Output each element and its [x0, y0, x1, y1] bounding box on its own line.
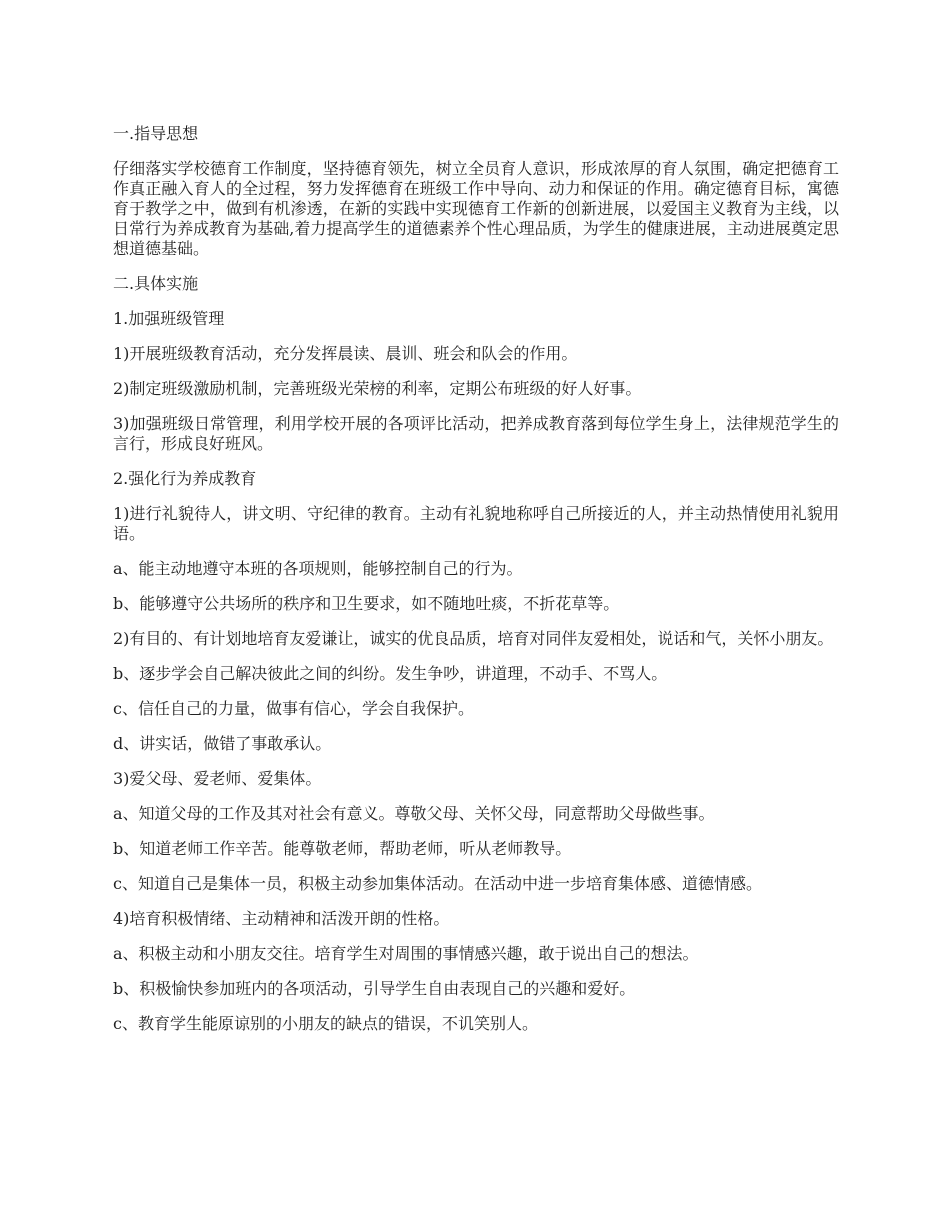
list-item: 3)加强班级日常管理，利用学校开展的各项评比活动，把养成教育落到每位学生身上，法律规范学生的言行，形成良好班风。 — [113, 414, 839, 453]
list-item: c、知道自己是集体一员，积极主动参加集体活动。在活动中进一步培育集体感、道德情感。 — [113, 874, 762, 893]
list-item: 1)进行礼貌待人，讲文明、守纪律的教育。主动有礼貌地称呼自己所接近的人，并主动热情使用礼貌用语。 — [113, 504, 839, 543]
subsection-heading-class-management: 1.加强班级管理 — [113, 309, 225, 328]
list-item: c、信任自己的力量，做事有信心，学会自我保护。 — [113, 699, 474, 718]
list-item: b、能够遵守公共场所的秩序和卫生要求，如不随地吐痰，不折花草等。 — [113, 594, 620, 613]
list-item: b、逐步学会自己解决彼此之间的纠纷。发生争吵，讲道理，不动手、不骂人。 — [113, 664, 668, 683]
list-item: d、讲实话，做错了事敢承认。 — [113, 734, 332, 753]
list-item: b、知道老师工作辛苦。能尊敬老师，帮助老师，听从老师教导。 — [113, 839, 572, 858]
list-item: c、教育学生能原谅别的小朋友的缺点的错误，不讥笑别人。 — [113, 1014, 538, 1033]
paragraph-guiding-thought: 仔细落实学校德育工作制度，坚持德育领先，树立全员育人意识，形成浓厚的育人氛围，确定把德育工作真正融入育人的全过程，努力发挥德育在班级工作中导向、动力和保证的作用。确定德育目标，寓德育于教学之中，做到有机渗透，在新的实践中实现德育工作新的创新进展，以爱国主义教育为主线，以日常行为养成教育为基础,着力提高学生的道德素养个性心理品质，为学生的健康进展，主动进展奠定思想道德基础。 — [113, 159, 839, 258]
list-item: 1)开展班级教育活动，充分发挥晨读、晨训、班会和队会的作用。 — [113, 344, 578, 363]
list-item: a、能主动地遵守本班的各项规则，能够控制自己的行为。 — [113, 559, 523, 578]
subsection-heading-behavior-education: 2.强化行为养成教育 — [113, 469, 257, 488]
list-item: a、积极主动和小朋友交往。培育学生对周围的事情感兴趣，敢于说出自己的想法。 — [113, 944, 699, 963]
list-item: 2)有目的、有计划地培育友爱谦让，诚实的优良品质，培育对同伴友爱相处，说话和气，关怀小朋友。 — [113, 629, 834, 648]
section-heading-guiding-thought: 一.指导思想 — [113, 124, 199, 143]
document-page — [113, 124, 839, 1049]
section-heading-implementation: 二.具体实施 — [113, 274, 199, 293]
list-item: a、知道父母的工作及其对社会有意义。尊敬父母、关怀父母，同意帮助父母做些事。 — [113, 804, 715, 823]
list-item: b、积极愉快参加班内的各项活动，引导学生自由表现自己的兴趣和爱好。 — [113, 979, 636, 998]
list-item: 3)爱父母、爱老师、爱集体。 — [113, 769, 322, 788]
list-item: 4)培育积极情绪、主动精神和活泼开朗的性格。 — [113, 909, 450, 928]
list-item: 2)制定班级激励机制，完善班级光荣榜的利率，定期公布班级的好人好事。 — [113, 379, 642, 398]
